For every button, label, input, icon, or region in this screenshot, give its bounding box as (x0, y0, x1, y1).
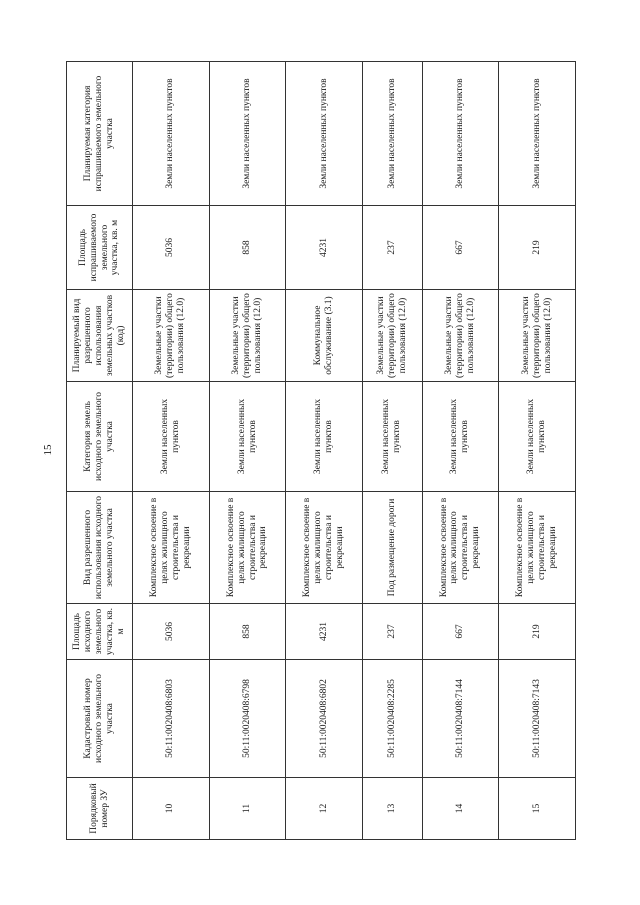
table-row (422, 62, 499, 840)
planned-category: Земли населенных пунктов (363, 62, 422, 206)
land-category: Земли населенных пунктов (286, 382, 363, 492)
planned-category: Земли населенных пунктов (209, 62, 286, 206)
source-area: 667 (422, 604, 499, 660)
planned-use: Земельные участки (территории) общего пользования (12.0) (209, 290, 286, 382)
land-plots-table-container (66, 62, 576, 840)
planned-category: Земли населенных пунктов (133, 62, 210, 206)
planned-category: Земли населенных пунктов (286, 62, 363, 206)
cadastral-number: 50:11:0020408:6803 (133, 660, 210, 778)
source-area: 4231 (286, 604, 363, 660)
cadastral-number: 50:11:0020408:6802 (286, 660, 363, 778)
planned-category: Земли населенных пунктов (422, 62, 499, 206)
requested-area: 219 (499, 206, 576, 290)
permitted-use: Комплексное освоение в целях жилищного строительства и рекреации (286, 492, 363, 604)
source-area: 5036 (133, 604, 210, 660)
header-cell: Планируемый вид разрешенного использования земельных участков (код) (67, 290, 133, 382)
header-cell: Кадастровый номер исходного земельного участка (67, 660, 133, 778)
row-number: 13 (363, 778, 422, 840)
source-area: 858 (209, 604, 286, 660)
rotated-table-frame (66, 62, 576, 840)
header-cell: Вид разрешенного использования исходного земельного участка (67, 492, 133, 604)
cadastral-number: 50:11:0020408:7144 (422, 660, 499, 778)
planned-use: Земельные участки (территории) общего пользования (12.0) (422, 290, 499, 382)
land-category: Земли населенных пунктов (133, 382, 210, 492)
header-cell: Планируемая категория испрашиваемого земельного участка (67, 62, 133, 206)
source-area: 219 (499, 604, 576, 660)
cadastral-number: 50:11:0020408:2285 (363, 660, 422, 778)
table-row (286, 62, 363, 840)
land-plots-table (66, 61, 576, 840)
land-category: Земли населенных пунктов (209, 382, 286, 492)
table-row (133, 62, 210, 840)
row-number: 10 (133, 778, 210, 840)
planned-use: Земельные участки (территории) общего пользования (12.0) (499, 290, 576, 382)
permitted-use: Под размещение дороги (363, 492, 422, 604)
row-number: 12 (286, 778, 363, 840)
table-header-row (67, 62, 133, 840)
planned-use: Коммунальное обслуживание (3.1) (286, 290, 363, 382)
land-category: Земли населенных пунктов (422, 382, 499, 492)
header-cell: Порядковый номер ЗУ (67, 778, 133, 840)
permitted-use: Комплексное освоение в целях жилищного строительства и рекреации (209, 492, 286, 604)
land-category: Земли населенных пунктов (499, 382, 576, 492)
table-row (209, 62, 286, 840)
requested-area: 858 (209, 206, 286, 290)
requested-area: 5036 (133, 206, 210, 290)
source-area: 237 (363, 604, 422, 660)
header-cell: Площадь исходного земельного участка, кв. м (67, 604, 133, 660)
row-number: 11 (209, 778, 286, 840)
header-cell: Площадь испрашиваемого земельного участка, кв. м (67, 206, 133, 290)
planned-use: Земельные участки (территории) общего пользования (12.0) (363, 290, 422, 382)
row-number: 14 (422, 778, 499, 840)
header-cell: Категория земель исходного земельного участка (67, 382, 133, 492)
permitted-use: Комплексное освоение в целях жилищного строительства и рекреации (422, 492, 499, 604)
cadastral-number: 50:11:0020408:6798 (209, 660, 286, 778)
cadastral-number: 50:11:0020408:7143 (499, 660, 576, 778)
planned-category: Земли населенных пунктов (499, 62, 576, 206)
permitted-use: Комплексное освоение в целях жилищного строительства и рекреации (133, 492, 210, 604)
land-category: Земли населенных пунктов (363, 382, 422, 492)
requested-area: 4231 (286, 206, 363, 290)
permitted-use: Комплексное освоение в целях жилищного строительства и рекреации (499, 492, 576, 604)
row-number: 15 (499, 778, 576, 840)
page-number: 15 (42, 444, 54, 456)
table-row (363, 62, 422, 840)
requested-area: 667 (422, 206, 499, 290)
requested-area: 237 (363, 206, 422, 290)
table-row (499, 62, 576, 840)
planned-use: Земельные участки (территории) общего пользования (12.0) (133, 290, 210, 382)
